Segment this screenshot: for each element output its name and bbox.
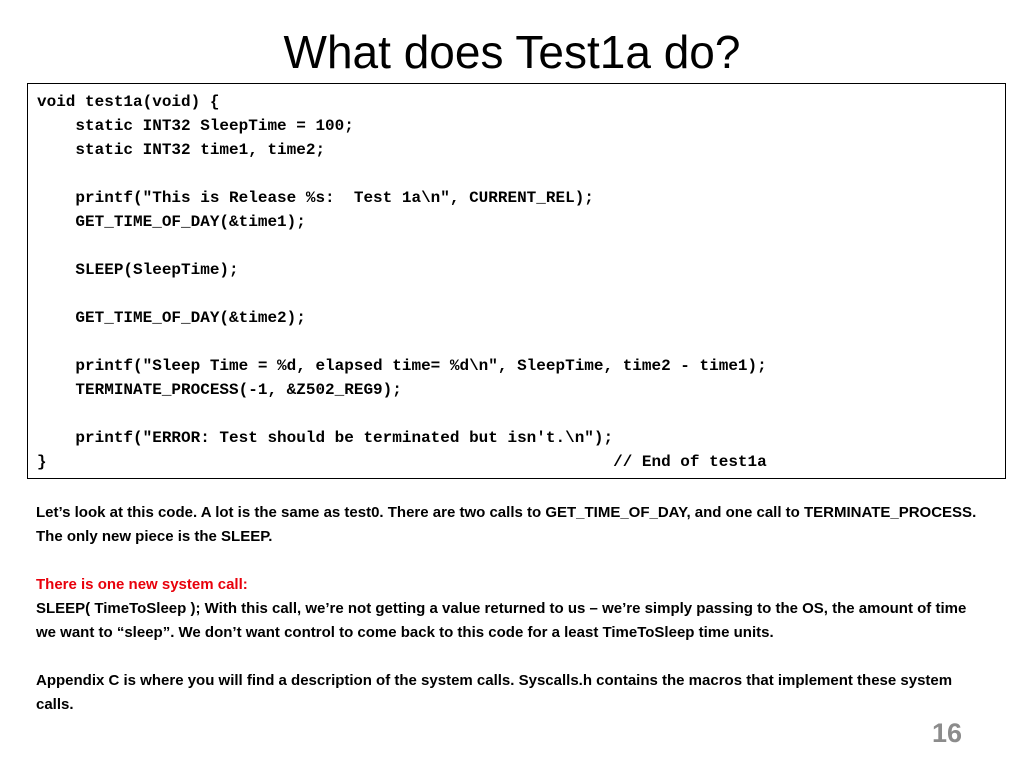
code-line	[37, 330, 1005, 354]
code-line: TERMINATE_PROCESS(-1, &Z502_REG9);	[37, 381, 402, 399]
new-system-call-heading: There is one new system call:	[36, 576, 248, 593]
code-line: SLEEP(SleepTime);	[37, 261, 239, 279]
explanation-text	[36, 501, 986, 717]
appendix-note: Appendix C is where you will find a description of the system calls. Syscalls.h contains the macros that implement these system calls.	[36, 672, 953, 713]
code-line: GET_TIME_OF_DAY(&time1);	[37, 213, 306, 231]
code-line	[37, 282, 1005, 306]
spacer	[36, 549, 986, 573]
code-block	[27, 83, 1006, 479]
spacer	[36, 645, 986, 669]
code-line: static INT32 SleepTime = 100;	[37, 117, 354, 135]
code-line: GET_TIME_OF_DAY(&time2);	[37, 309, 306, 327]
code-line: } // End of test1a	[37, 453, 767, 471]
page-number: 16	[931, 718, 962, 748]
code-line: void test1a(void) {	[37, 93, 220, 111]
slide-title: What does Test1a do?	[283, 26, 741, 78]
intro-paragraph: Let’s look at this code. A lot is the same as test0. There are two calls to GET_TIME_OF_DAY, and one call to TERMINATE_PROCESS. The only new piece is the SLEEP.	[36, 504, 977, 545]
code-line: printf("ERROR: Test should be terminated but isn't.\n");	[37, 429, 614, 447]
sleep-description: SLEEP( TimeToSleep ); With this call, we’re not getting a value returned to us – we’re simply passing to the OS, the amount of time we want to “sleep”. We don’t want control to come back to this code for a least TimeToSleep time units.	[36, 600, 967, 641]
code-line: static INT32 time1, time2;	[37, 141, 326, 159]
code-line: printf("This is Release %s: Test 1a\n", CURRENT_REL);	[37, 189, 594, 207]
code-line: printf("Sleep Time = %d, elapsed time= %d\n", SleepTime, time2 - time1);	[37, 357, 767, 375]
code-line	[37, 234, 1005, 258]
code-line	[37, 162, 1005, 186]
code-line	[37, 402, 1005, 426]
